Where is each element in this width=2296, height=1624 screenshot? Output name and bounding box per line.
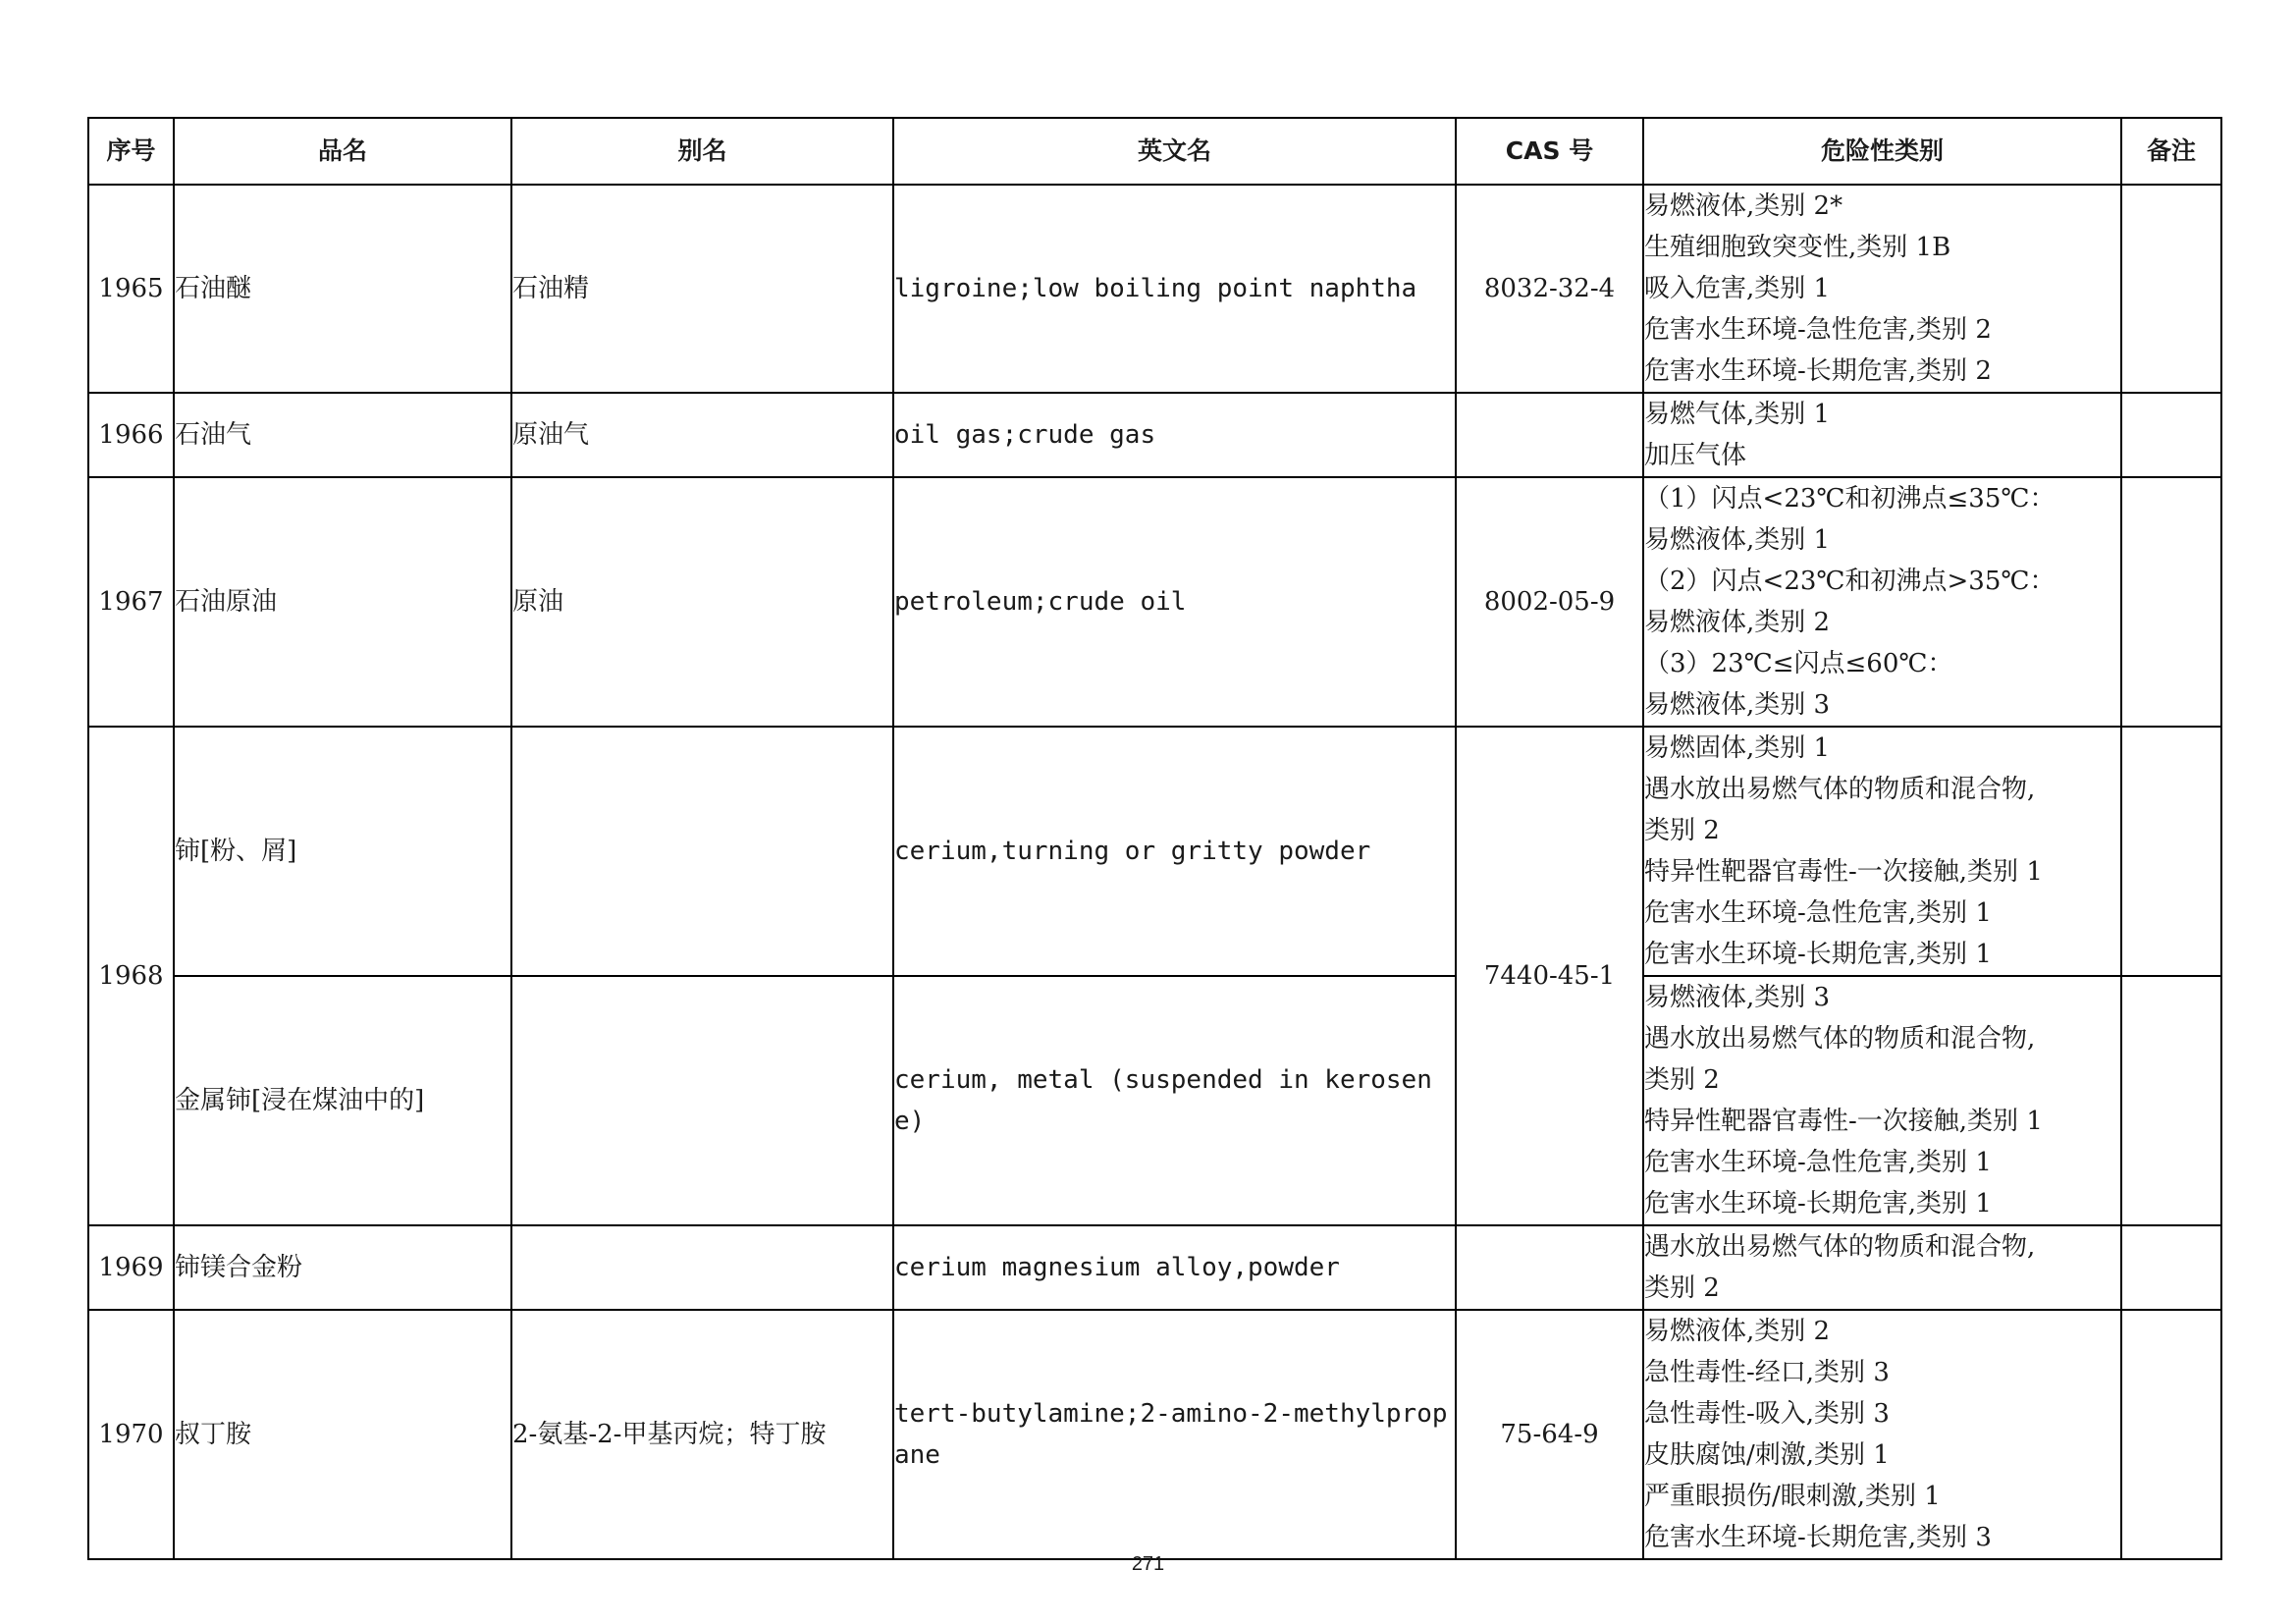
hazard-line: 危害水生环境-急性危害,类别 1 <box>1644 898 1992 928</box>
hazard-line: 危害水生环境-长期危害,类别 3 <box>1644 1523 1992 1552</box>
table-row <box>88 185 2221 393</box>
cas-number <box>1456 1225 1643 1310</box>
hazard-classes <box>1643 185 2121 393</box>
cas-number: 8002-05-9 <box>1456 477 1643 727</box>
table-row <box>88 1225 2221 1310</box>
hazard-line: 类别 2 <box>1644 1273 1720 1303</box>
english-name: oil gas;crude gas <box>893 393 1456 477</box>
hazard-line: （2）闪点<23℃和初沸点>35℃： <box>1644 567 2056 596</box>
hazard-classes <box>1643 976 2121 1225</box>
remark <box>2121 185 2221 393</box>
hazard-line: 易燃气体,类别 1 <box>1644 400 1831 429</box>
header-cas: CAS 号 <box>1456 118 1643 185</box>
cas-number: 7440-45-1 <box>1456 727 1643 1225</box>
alias <box>511 1225 893 1310</box>
header-hazard: 危险性类别 <box>1643 118 2121 185</box>
cas-number: 75-64-9 <box>1456 1310 1643 1559</box>
table-header-row <box>88 118 2221 185</box>
remark <box>2121 727 2221 976</box>
hazard-line: 易燃液体,类别 2 <box>1644 608 1831 637</box>
row-number: 1970 <box>88 1310 174 1559</box>
cas-number: 8032-32-4 <box>1456 185 1643 393</box>
hazard-line: （3）23℃≤闪点≤60℃： <box>1644 649 1953 678</box>
product-name: 铈镁合金粉 <box>174 1225 511 1310</box>
english-name: ligroine;low boiling point naphtha <box>893 185 1456 393</box>
hazard-classes <box>1643 1310 2121 1559</box>
hazard-classes <box>1643 727 2121 976</box>
table-row <box>88 727 2221 976</box>
hazard-line: 类别 2 <box>1644 816 1720 845</box>
hazard-line: 特异性靶器官毒性-一次接触,类别 1 <box>1644 1107 2043 1136</box>
remark <box>2121 477 2221 727</box>
alias: 原油 <box>511 477 893 727</box>
product-name: 金属铈[浸在煤油中的] <box>174 976 511 1225</box>
hazard-line: 急性毒性-吸入,类别 3 <box>1644 1399 1890 1429</box>
hazard-line: 特异性靶器官毒性-一次接触,类别 1 <box>1644 857 2043 887</box>
hazard-line: 易燃液体,类别 1 <box>1644 525 1831 555</box>
hazard-line: 吸入危害,类别 1 <box>1644 274 1831 303</box>
product-name: 铈[粉、屑] <box>174 727 511 976</box>
alias <box>511 727 893 976</box>
header-name: 品名 <box>174 118 511 185</box>
english-name: petroleum;crude oil <box>893 477 1456 727</box>
hazard-line: 严重眼损伤/眼刺激,类别 1 <box>1644 1482 1941 1511</box>
hazard-line: 急性毒性-经口,类别 3 <box>1644 1358 1890 1387</box>
table-row <box>88 976 2221 1225</box>
hazard-line: 皮肤腐蚀/刺激,类别 1 <box>1644 1440 1890 1470</box>
header-english: 英文名 <box>893 118 1456 185</box>
hazard-line: （1）闪点<23℃和初沸点≤35℃： <box>1644 484 2056 514</box>
remark <box>2121 1225 2221 1310</box>
hazard-classes <box>1643 477 2121 727</box>
row-number: 1969 <box>88 1225 174 1310</box>
remark <box>2121 976 2221 1225</box>
table-row <box>88 1310 2221 1559</box>
row-number: 1965 <box>88 185 174 393</box>
alias: 石油精 <box>511 185 893 393</box>
remark <box>2121 393 2221 477</box>
alias: 原油气 <box>511 393 893 477</box>
hazard-line: 易燃液体,类别 2* <box>1644 191 1843 221</box>
hazard-line: 遇水放出易燃气体的物质和混合物, <box>1644 1232 2036 1262</box>
product-name: 石油醚 <box>174 185 511 393</box>
english-name: cerium, metal (suspended in kerosene) <box>893 976 1456 1225</box>
header-remark: 备注 <box>2121 118 2221 185</box>
hazard-line: 遇水放出易燃气体的物质和混合物, <box>1644 775 2036 804</box>
row-number: 1968 <box>88 727 174 1225</box>
hazard-line: 加压气体 <box>1644 441 1747 470</box>
hazard-classes <box>1643 393 2121 477</box>
hazard-line: 危害水生环境-长期危害,类别 1 <box>1644 1189 1992 1218</box>
hazard-line: 易燃液体,类别 2 <box>1644 1317 1831 1346</box>
header-alias: 别名 <box>511 118 893 185</box>
hazard-line: 危害水生环境-急性危害,类别 2 <box>1644 315 1992 345</box>
english-name: cerium magnesium alloy,powder <box>893 1225 1456 1310</box>
hazard-line: 遇水放出易燃气体的物质和混合物, <box>1644 1024 2036 1054</box>
product-name: 叔丁胺 <box>174 1310 511 1559</box>
alias <box>511 976 893 1225</box>
hazard-line: 危害水生环境-长期危害,类别 1 <box>1644 940 1992 969</box>
hazard-line: 类别 2 <box>1644 1065 1720 1095</box>
hazard-line: 危害水生环境-急性危害,类别 1 <box>1644 1148 1992 1177</box>
english-name: cerium,turning or gritty powder <box>893 727 1456 976</box>
row-number: 1966 <box>88 393 174 477</box>
page-number: 271 <box>1131 1553 1165 1575</box>
hazard-line: 易燃液体,类别 3 <box>1644 983 1831 1012</box>
hazard-line: 危害水生环境-长期危害,类别 2 <box>1644 356 1992 386</box>
product-name: 石油气 <box>174 393 511 477</box>
english-name: tert-butylamine;2-amino-2-methylpropane <box>893 1310 1456 1559</box>
alias: 2-氨基-2-甲基丙烷；特丁胺 <box>511 1310 893 1559</box>
header-number: 序号 <box>88 118 174 185</box>
hazard-line: 易燃固体,类别 1 <box>1644 733 1831 763</box>
table-row <box>88 477 2221 727</box>
hazard-line: 生殖细胞致突变性,类别 1B <box>1644 233 1951 262</box>
product-name: 石油原油 <box>174 477 511 727</box>
chemical-catalog-table <box>87 117 2222 1560</box>
hazard-classes <box>1643 1225 2121 1310</box>
remark <box>2121 1310 2221 1559</box>
hazard-line: 易燃液体,类别 3 <box>1644 690 1831 720</box>
cas-number <box>1456 393 1643 477</box>
table-row <box>88 393 2221 477</box>
row-number: 1967 <box>88 477 174 727</box>
